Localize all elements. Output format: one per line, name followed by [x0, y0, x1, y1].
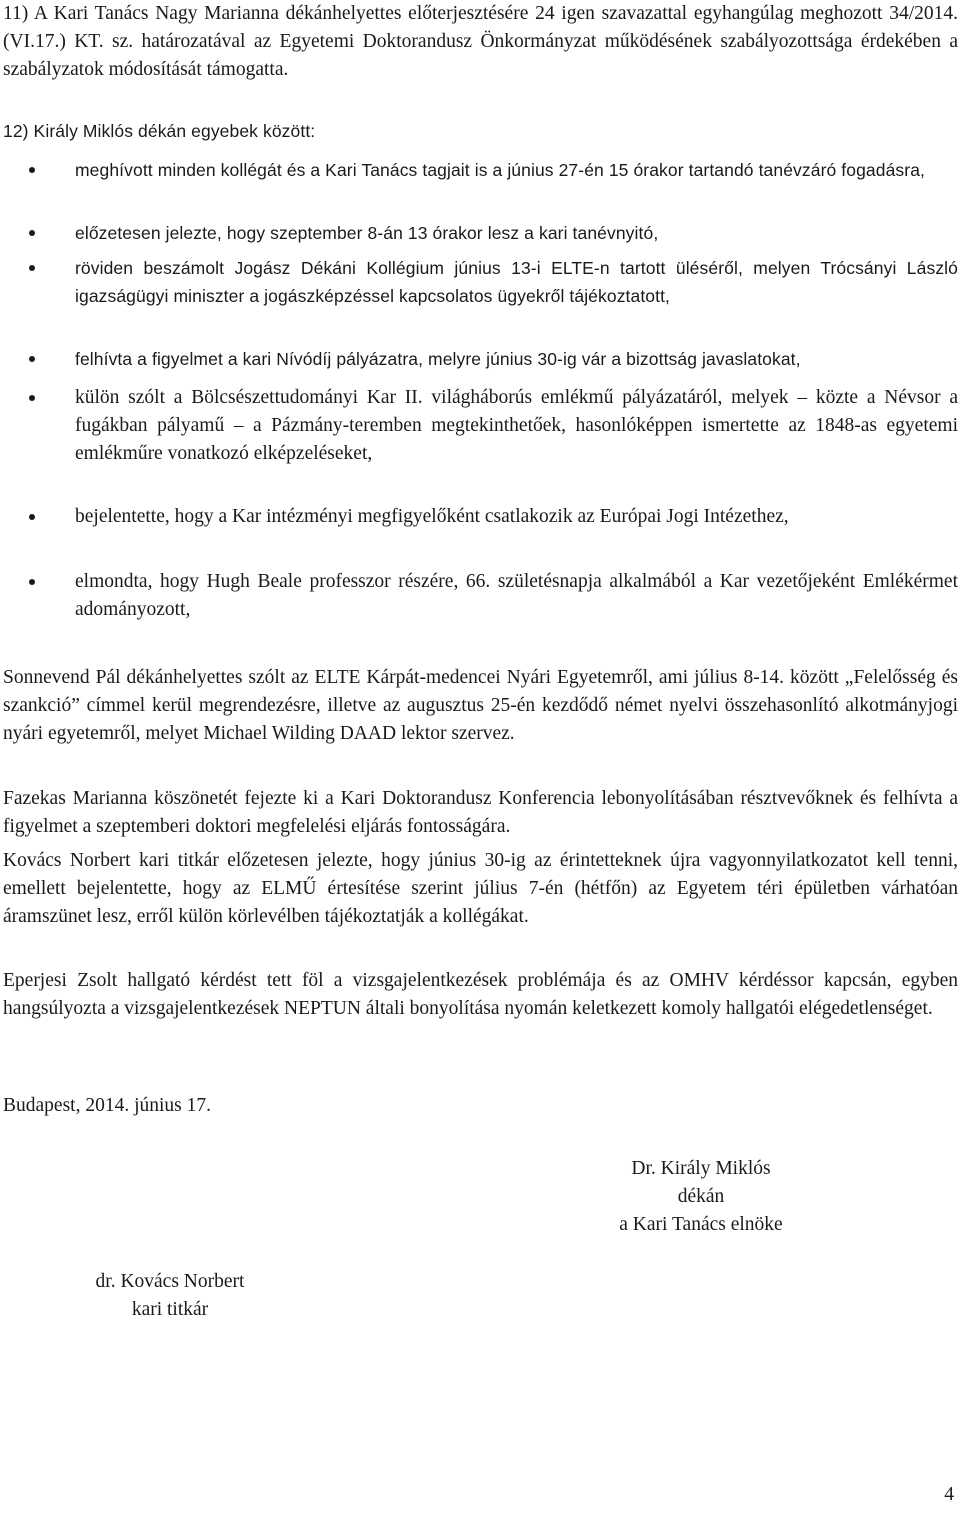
list-item-text: bejelentette, hogy a Kar intézményi megfigyelőként csatlakozik az Európai Jogi Intézethez,: [75, 506, 789, 527]
bullet-icon: [29, 356, 35, 362]
paragraph-kovacs: Kovács Norbert kari titkár előzetesen jelezte, hogy június 30-ig az érintetteknek újra vagyonnyilatkozatot kell tenni, emellett bejelentette, hogy az ELMŰ értesítése szerint július 7-én (hétfőn) az Egyetem téri épületben várhatóan áramszünet lesz, erről külön körlevélben tájékoztatják a kollégákat.: [3, 850, 958, 927]
list-item: [75, 384, 958, 468]
paragraph-eperjesi: Eperjesi Zsolt hallgató kérdést tett föl a vizsgajelentkezések problémája és az OMHV kérdéssor kapcsán, egyben hangsúlyozta a vizsgajelentkezések NEPTUN általi bonyolítása nyomán keletkezett komoly hallgatói elégedetlenséget.: [3, 970, 958, 1019]
bullet-icon: [29, 514, 35, 520]
list-item: [75, 568, 958, 624]
list-item-text: felhívta a figyelmet a kari Nívódíj pályázatra, melyre június 30-ig vár a bizottság javaslatokat,: [75, 349, 801, 369]
place-date: Budapest, 2014. június 17.: [3, 1095, 211, 1116]
signature-dean-title: dékán: [677, 1186, 725, 1207]
signature-secretary: [70, 1268, 270, 1324]
agenda-item-11: 11) A Kari Tanács Nagy Marianna dékánhelyettes előterjesztésére 24 igen szavazattal egyhangúlag meghozott 34/2014. (VI.17.) KT. sz. határozatával az Egyetemi Doktorandusz Önkormányzat működésének szabályozottsága érdekében a szabályzatok módosítását támogatta.: [3, 3, 958, 80]
bullet-icon: [29, 230, 35, 236]
paragraph-fazekas: Fazekas Marianna köszönetét fejezte ki a Kari Doktorandusz Konferencia lebonyolításában résztvevőknek és felhívta a figyelmet a szeptemberi doktori megfelelési eljárás fontosságára.: [3, 788, 958, 837]
list-item-text: külön szólt a Bölcsészettudományi Kar II. világháborús emlékmű pályázatáról, melyek – közte a Névsor a fugákban pályamű – a Pázmány-teremben megtekinthetőek, hasonlóképpen ismertette az 1848-as egyetemi emlékműre vonatkozó elképzeléseket,: [75, 387, 958, 464]
list-item: [75, 219, 958, 247]
page-number: 4: [944, 1484, 954, 1505]
signature-dean: [581, 1155, 821, 1239]
list-item-text: röviden beszámolt Jogász Dékáni Kollégium június 13-i ELTE-n tartott üléséről, melyen Trócsányi László igazságügyi miniszter a jogászképzéssel kapcsolatos ügyekről tájékoztatott,: [75, 258, 958, 306]
list-item-text: előzetesen jelezte, hogy szeptember 8-án 13 órakor lesz a kari tanévnyitó,: [75, 223, 659, 243]
paragraph-sonnevend: Sonnevend Pál dékánhelyettes szólt az ELTE Kárpát-medencei Nyári Egyetemről, ami július 8-14. között „Felelősség és szankció” címmel kerül megrendezésre, illetve az augusztus 25-én kezdődő német nyelvi összehasonlító alkotmányjogi nyári egyetemről, melyet Michael Wilding DAAD lektor szervez.: [3, 667, 958, 744]
signature-secretary-name: dr. Kovács Norbert: [95, 1271, 245, 1292]
bullet-icon: [29, 167, 35, 173]
list-item: [75, 254, 958, 310]
list-item: [75, 345, 958, 373]
list-item-text: meghívott minden kollégát és a Kari Tanács tagjait is a június 27-én 15 órakor tartandó tanévzáró fogadásra,: [75, 160, 926, 180]
bullet-icon: [29, 579, 35, 585]
signature-dean-role: a Kari Tanács elnöke: [619, 1214, 783, 1235]
bullet-icon: [29, 265, 35, 271]
signature-secretary-title: kari titkár: [131, 1299, 209, 1320]
list-item: [75, 156, 958, 184]
signature-dean-name: Dr. Király Miklós: [631, 1158, 771, 1179]
list-item-text: elmondta, hogy Hugh Beale professzor részére, 66. születésnapja alkalmából a Kar vezetőjeként Emlékérmet adományozott,: [75, 571, 958, 620]
list-item: [75, 503, 958, 531]
bullet-icon: [29, 395, 35, 401]
agenda-item-12-heading: 12) Király Miklós dékán egyebek között:: [3, 121, 316, 141]
